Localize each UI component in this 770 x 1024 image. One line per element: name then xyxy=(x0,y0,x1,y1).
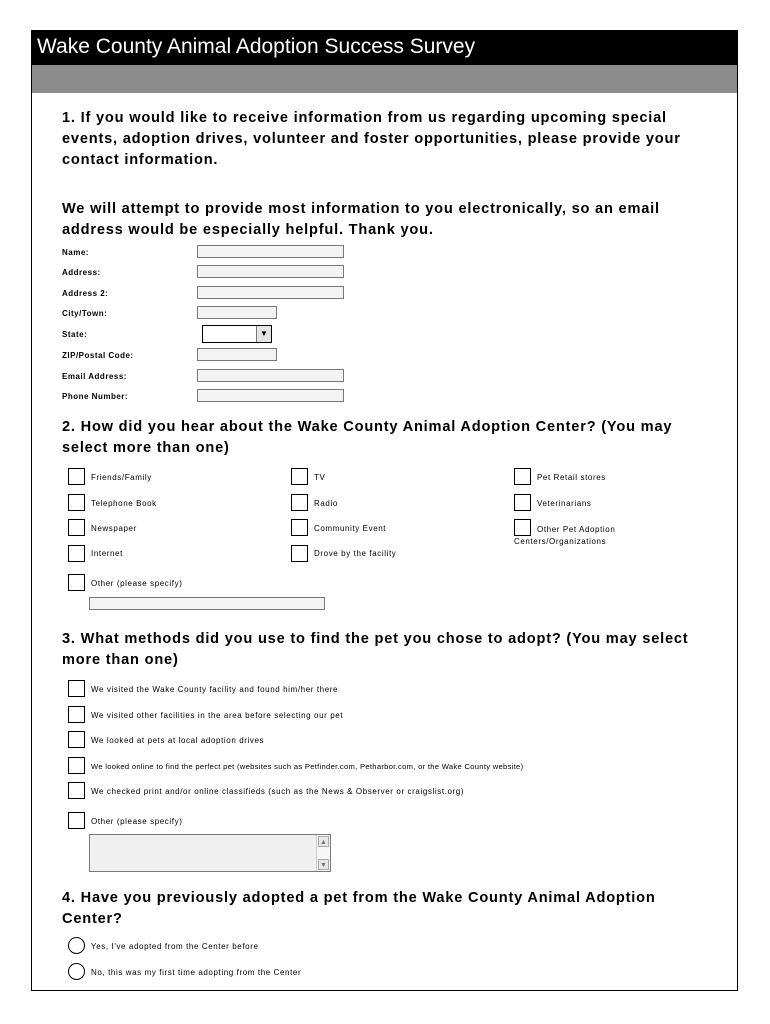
option-label: Veterinarians xyxy=(537,499,592,508)
option-label: Other (please specify) xyxy=(91,817,183,826)
checkbox-tv[interactable] xyxy=(291,468,308,485)
state-label: State: xyxy=(62,330,88,339)
checkbox-friends-family[interactable] xyxy=(68,468,85,485)
survey-title: Wake County Animal Adoption Success Survey xyxy=(37,35,476,58)
checkbox-internet[interactable] xyxy=(68,545,85,562)
option-label: Yes, I've adopted from the Center before xyxy=(91,942,259,951)
checkbox-other[interactable] xyxy=(68,574,85,591)
phone-label: Phone Number: xyxy=(62,392,129,401)
scroll-down-icon[interactable]: ▼ xyxy=(318,859,329,870)
radio-no[interactable] xyxy=(68,963,85,980)
scrollbar[interactable] xyxy=(316,835,330,871)
option-label: Telephone Book xyxy=(91,499,157,508)
option-label: We looked at pets at local adoption drives xyxy=(91,736,265,745)
name-input[interactable] xyxy=(197,245,344,258)
header-band xyxy=(32,65,737,93)
checkbox-method-3[interactable] xyxy=(68,731,85,748)
city-input[interactable] xyxy=(197,306,277,319)
checkbox-radio[interactable] xyxy=(291,494,308,511)
question-2-text: 2. How did you hear about the Wake County Animal Adoption Center? (You may select more than one) xyxy=(62,419,673,456)
chevron-down-icon[interactable]: ▼ xyxy=(256,326,271,342)
question-3-text: 3. What methods did you use to find the pet you chose to adopt? (You may select more than one) xyxy=(62,631,689,668)
checkbox-community-event[interactable] xyxy=(291,519,308,536)
address2-label: Address 2: xyxy=(62,289,109,298)
checkbox-telephone-book[interactable] xyxy=(68,494,85,511)
option-label: No, this was my first time adopting from the Center xyxy=(91,968,302,977)
city-label: City/Town: xyxy=(62,309,108,318)
checkbox-method-2[interactable] xyxy=(68,706,85,723)
checkbox-method-5[interactable] xyxy=(68,782,85,799)
option-label: Pet Retail stores xyxy=(537,473,606,482)
option-label: Other Pet Adoption Centers/Organizations xyxy=(514,525,616,546)
option-label: Radio xyxy=(314,499,338,508)
other-specify-textarea[interactable] xyxy=(89,834,331,872)
option-label: We visited other facilities in the area before selecting our pet xyxy=(91,711,344,720)
option-label: Community Event xyxy=(314,524,387,533)
checkbox-pet-retail[interactable] xyxy=(514,468,531,485)
zip-input[interactable] xyxy=(197,348,277,361)
checkbox-drove-by[interactable] xyxy=(291,545,308,562)
option-label: We checked print and/or online classifieds (such as the News & Observer or craigslist.org) xyxy=(91,787,465,796)
address-label: Address: xyxy=(62,268,101,277)
option-label: Friends/Family xyxy=(91,473,152,482)
question-4-text: 4. Have you previously adopted a pet from the Wake County Animal Adoption Center? xyxy=(62,890,656,927)
email-input[interactable] xyxy=(197,369,344,382)
option-label: TV xyxy=(314,473,326,482)
phone-input[interactable] xyxy=(197,389,344,402)
survey-page xyxy=(31,30,738,991)
radio-yes[interactable] xyxy=(68,937,85,954)
checkbox-method-1[interactable] xyxy=(68,680,85,697)
option-label: We visited the Wake County facility and found him/her there xyxy=(91,685,339,694)
option-label: Newspaper xyxy=(91,524,137,533)
name-label: Name: xyxy=(62,248,89,257)
title-bar xyxy=(32,31,737,65)
checkbox-newspaper[interactable] xyxy=(68,519,85,536)
checkbox-method-other[interactable] xyxy=(68,812,85,829)
option-label: Internet xyxy=(91,549,123,558)
checkbox-method-4[interactable] xyxy=(68,757,85,774)
address2-input[interactable] xyxy=(197,286,344,299)
scroll-up-icon[interactable]: ▲ xyxy=(318,836,329,847)
state-select[interactable] xyxy=(202,325,272,343)
question-1-note: We will attempt to provide most information to you electronically, so an email address would be especially helpful. Thank you. xyxy=(62,201,660,238)
option-label: Other (please specify) xyxy=(91,579,183,588)
address-input[interactable] xyxy=(197,265,344,278)
email-label: Email Address: xyxy=(62,372,127,381)
checkbox-veterinarians[interactable] xyxy=(514,494,531,511)
question-1-text: 1. If you would like to receive information from us regarding upcoming special events, adoption drives, volunteer and foster opportunities, please provide your contact information. xyxy=(62,110,681,168)
other-specify-input[interactable] xyxy=(89,597,325,610)
zip-label: ZIP/Postal Code: xyxy=(62,351,134,360)
option-label: Drove by the facility xyxy=(314,549,397,558)
option-label: We looked online to find the perfect pet (websites such as Petfinder.com, Petharbor.com, or the Wake County website) xyxy=(91,762,524,771)
